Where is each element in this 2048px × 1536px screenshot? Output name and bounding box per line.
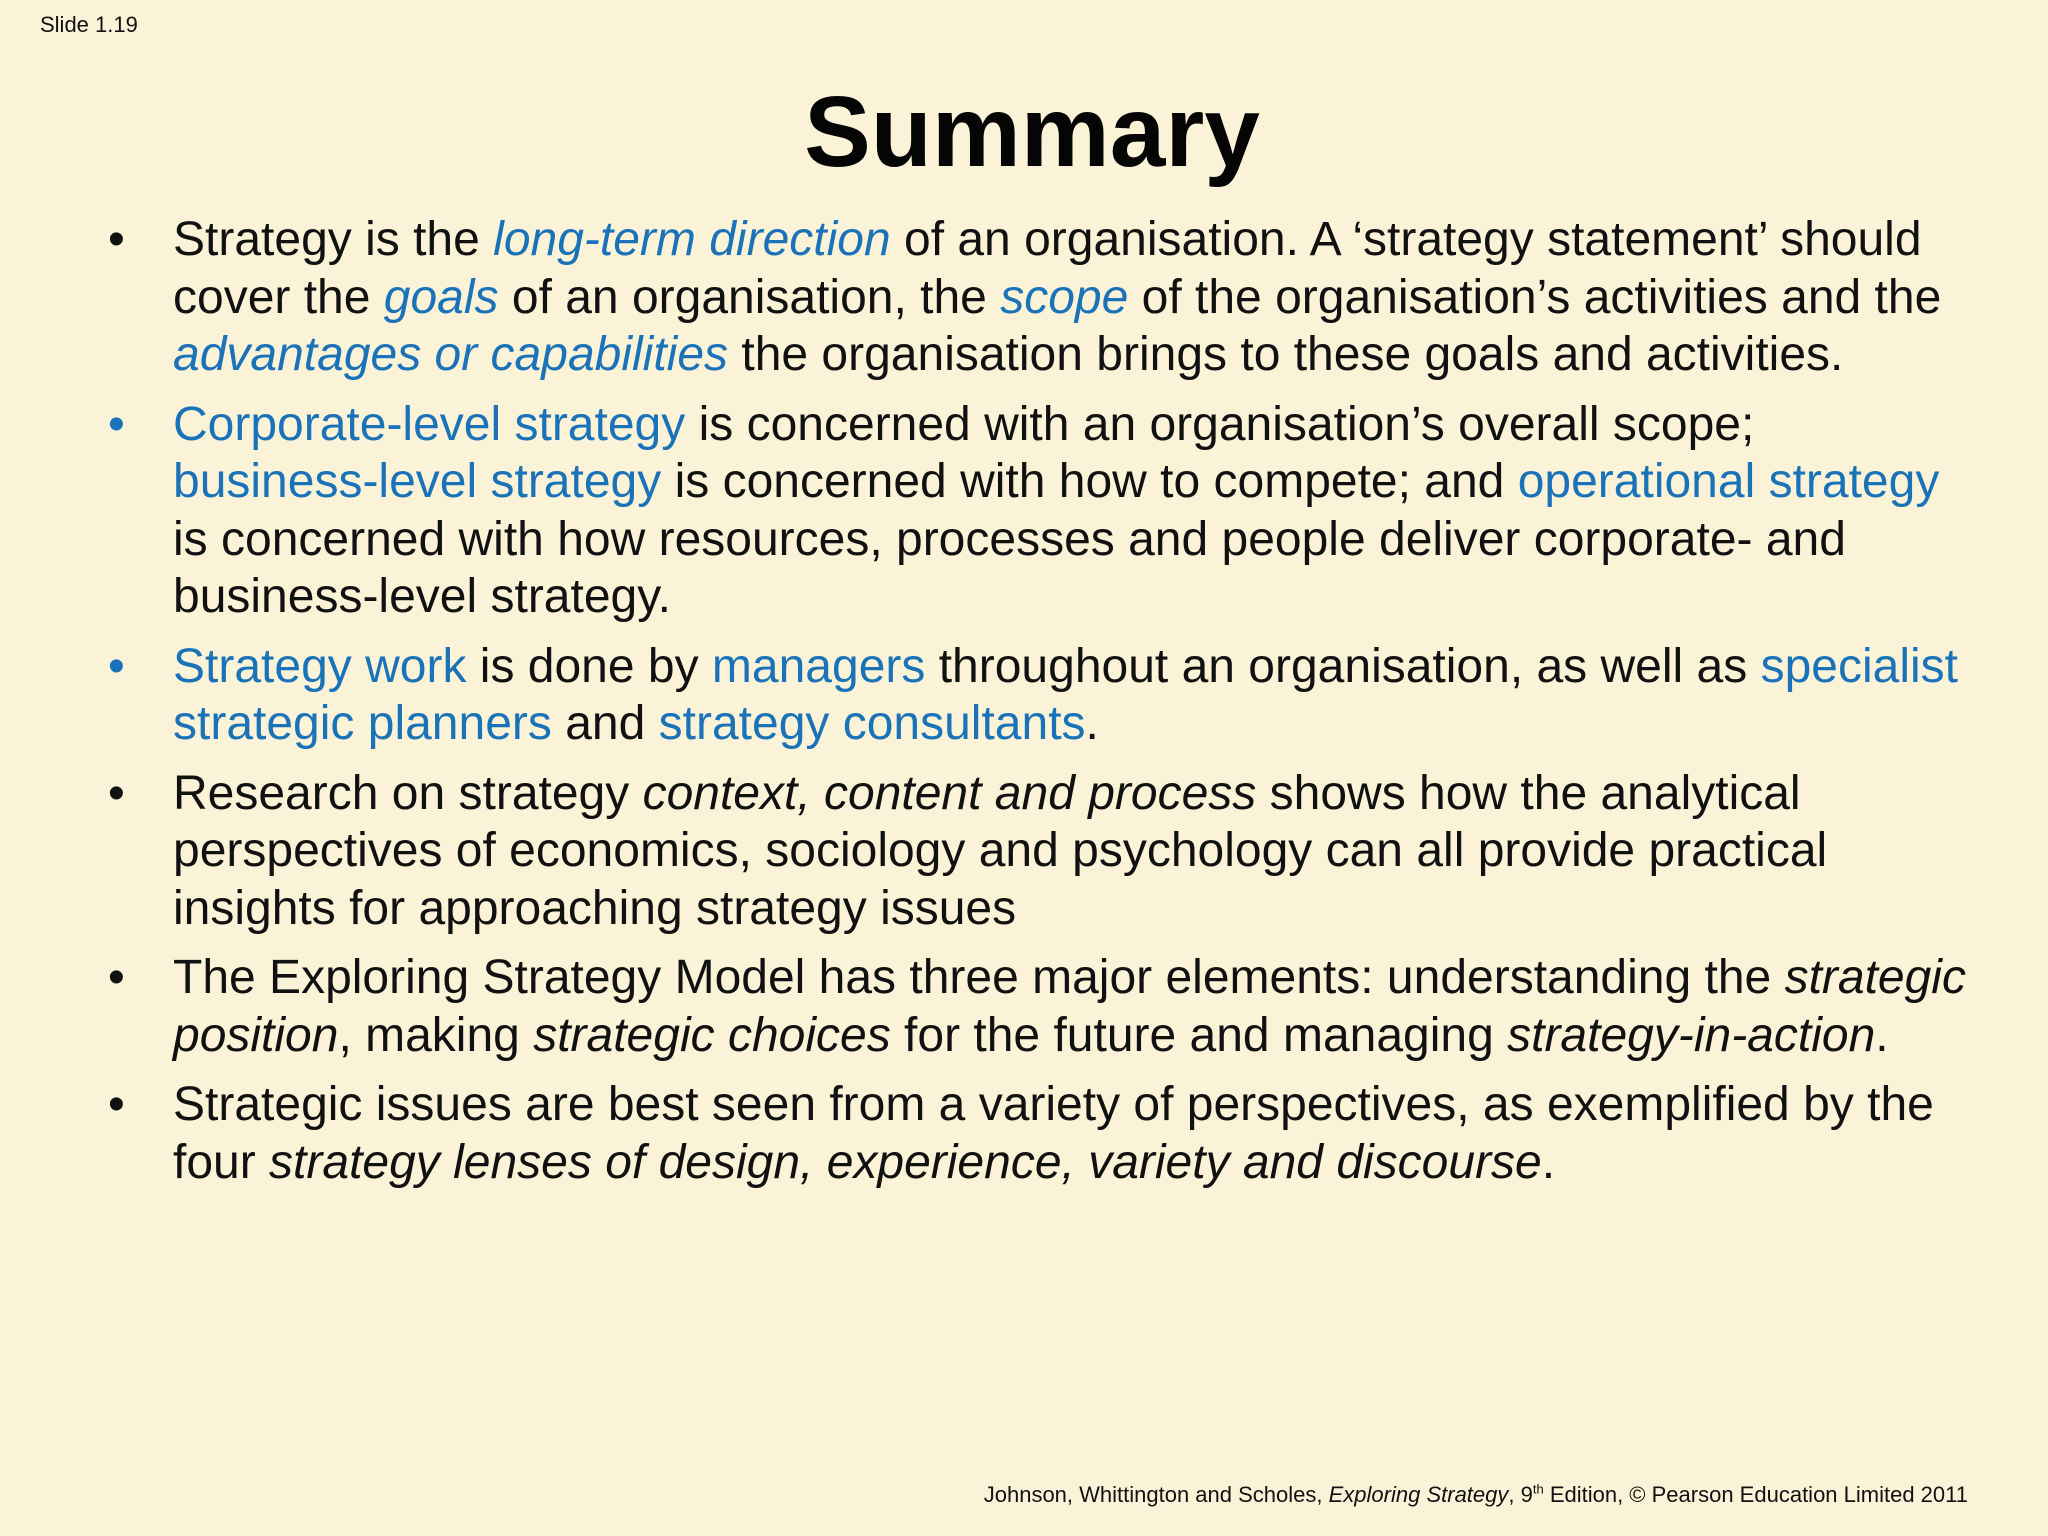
footer-book-title: Exploring Strategy (1328, 1482, 1509, 1507)
bullet-text: is concerned with an organisation’s overall scope; (685, 397, 1755, 451)
bullet-text: is concerned with how to compete; and (661, 455, 1518, 508)
summary-bullet-item (108, 638, 1968, 753)
bullet-dot-icon: • (108, 766, 125, 820)
bullet-text: Strategy is the (173, 213, 494, 266)
bullet-emphasis-text: goals (383, 270, 499, 324)
bullet-emphasis-text: long-term direction (493, 213, 891, 266)
bullet-text: of an organisation. A ‘strategy statement’ should cover the (173, 213, 1922, 324)
bullet-emphasis-text: scope (1000, 270, 1129, 324)
summary-bullet-item (108, 211, 1968, 384)
bullet-emphasis-text: advantages or capabilities (173, 328, 729, 381)
summary-bullet-item (108, 396, 1968, 626)
summary-bullet-list (108, 211, 1968, 1203)
bullet-text: of an organisation, the (498, 270, 1001, 324)
bullet-text: for the future and managing (890, 1008, 1508, 1062)
bullet-dot-icon: • (108, 397, 125, 451)
bullet-emphasis-text: managers (711, 639, 926, 693)
summary-bullet-item (108, 765, 1968, 938)
bullet-text: of the organisation’s activities and the (1128, 270, 1942, 324)
summary-bullet-item (108, 949, 1968, 1064)
bullet-emphasis-text: strategic choices (533, 1008, 891, 1062)
bullet-text: . (1541, 1135, 1556, 1189)
bullet-text: Research on strategy (173, 766, 643, 820)
bullet-text: the organisation brings to these goals and activities. (728, 328, 1844, 381)
summary-bullet-item (108, 1076, 1968, 1191)
bullet-emphasis-text: strategy consultants (658, 697, 1086, 750)
bullet-text: Strategic issues are best seen from a variety of perspectives, as exemplified by the four (173, 1078, 1934, 1189)
bullet-dot-icon: • (108, 951, 125, 1004)
bullet-dot-icon: • (108, 639, 125, 693)
slide-title (0, 72, 2048, 192)
bullet-emphasis-text: strategy-in-action (1507, 1008, 1876, 1062)
bullet-emphasis-text: strategy lenses of design, experience, variety and discourse (269, 1135, 1542, 1189)
bullet-emphasis-text: specialist strategic planners (173, 639, 1958, 750)
footer-citation (984, 1482, 1968, 1508)
bullet-dot-icon: • (108, 1078, 125, 1131)
bullet-emphasis-text: strategic position (173, 951, 1966, 1062)
bullet-emphasis-text: operational strategy (1517, 455, 1940, 508)
bullet-text: The Exploring Strategy Model has three major elements: understanding the (173, 951, 1785, 1004)
bullet-text: . (1875, 1008, 1889, 1062)
bullet-text: throughout an organisation, as well as (925, 639, 1761, 693)
bullet-text: is concerned with how resources, processes and people deliver corporate- and business-level strategy. (173, 512, 1846, 623)
bullet-text: , making (338, 1008, 534, 1062)
bullet-text: shows how the analytical perspectives of economics, sociology and psychology can all provide practical insights for approaching strategy issues (173, 766, 1828, 935)
footer-edition-number: , 9 (1508, 1482, 1533, 1507)
bullet-emphasis-text: Strategy work (173, 639, 467, 693)
slide-title-text: Summary (804, 76, 1260, 188)
bullet-dot-icon: • (108, 213, 125, 266)
slide-number: Slide 1.19 (40, 12, 138, 37)
bullet-text: . (1085, 697, 1099, 750)
bullet-text: and (551, 697, 659, 750)
bullet-emphasis-text: context, content and process (642, 766, 1257, 820)
footer-edition-rest: Edition, © Pearson Education Limited 2011 (1543, 1482, 1968, 1507)
bullet-text: is done by (466, 639, 712, 693)
footer-authors: Johnson, Whittington and Scholes, (983, 1482, 1329, 1507)
bullet-emphasis-text: Corporate-level strategy (173, 397, 686, 451)
bullet-emphasis-text: business-level strategy (173, 455, 662, 508)
footer-edition-suffix: th (1532, 1481, 1544, 1497)
